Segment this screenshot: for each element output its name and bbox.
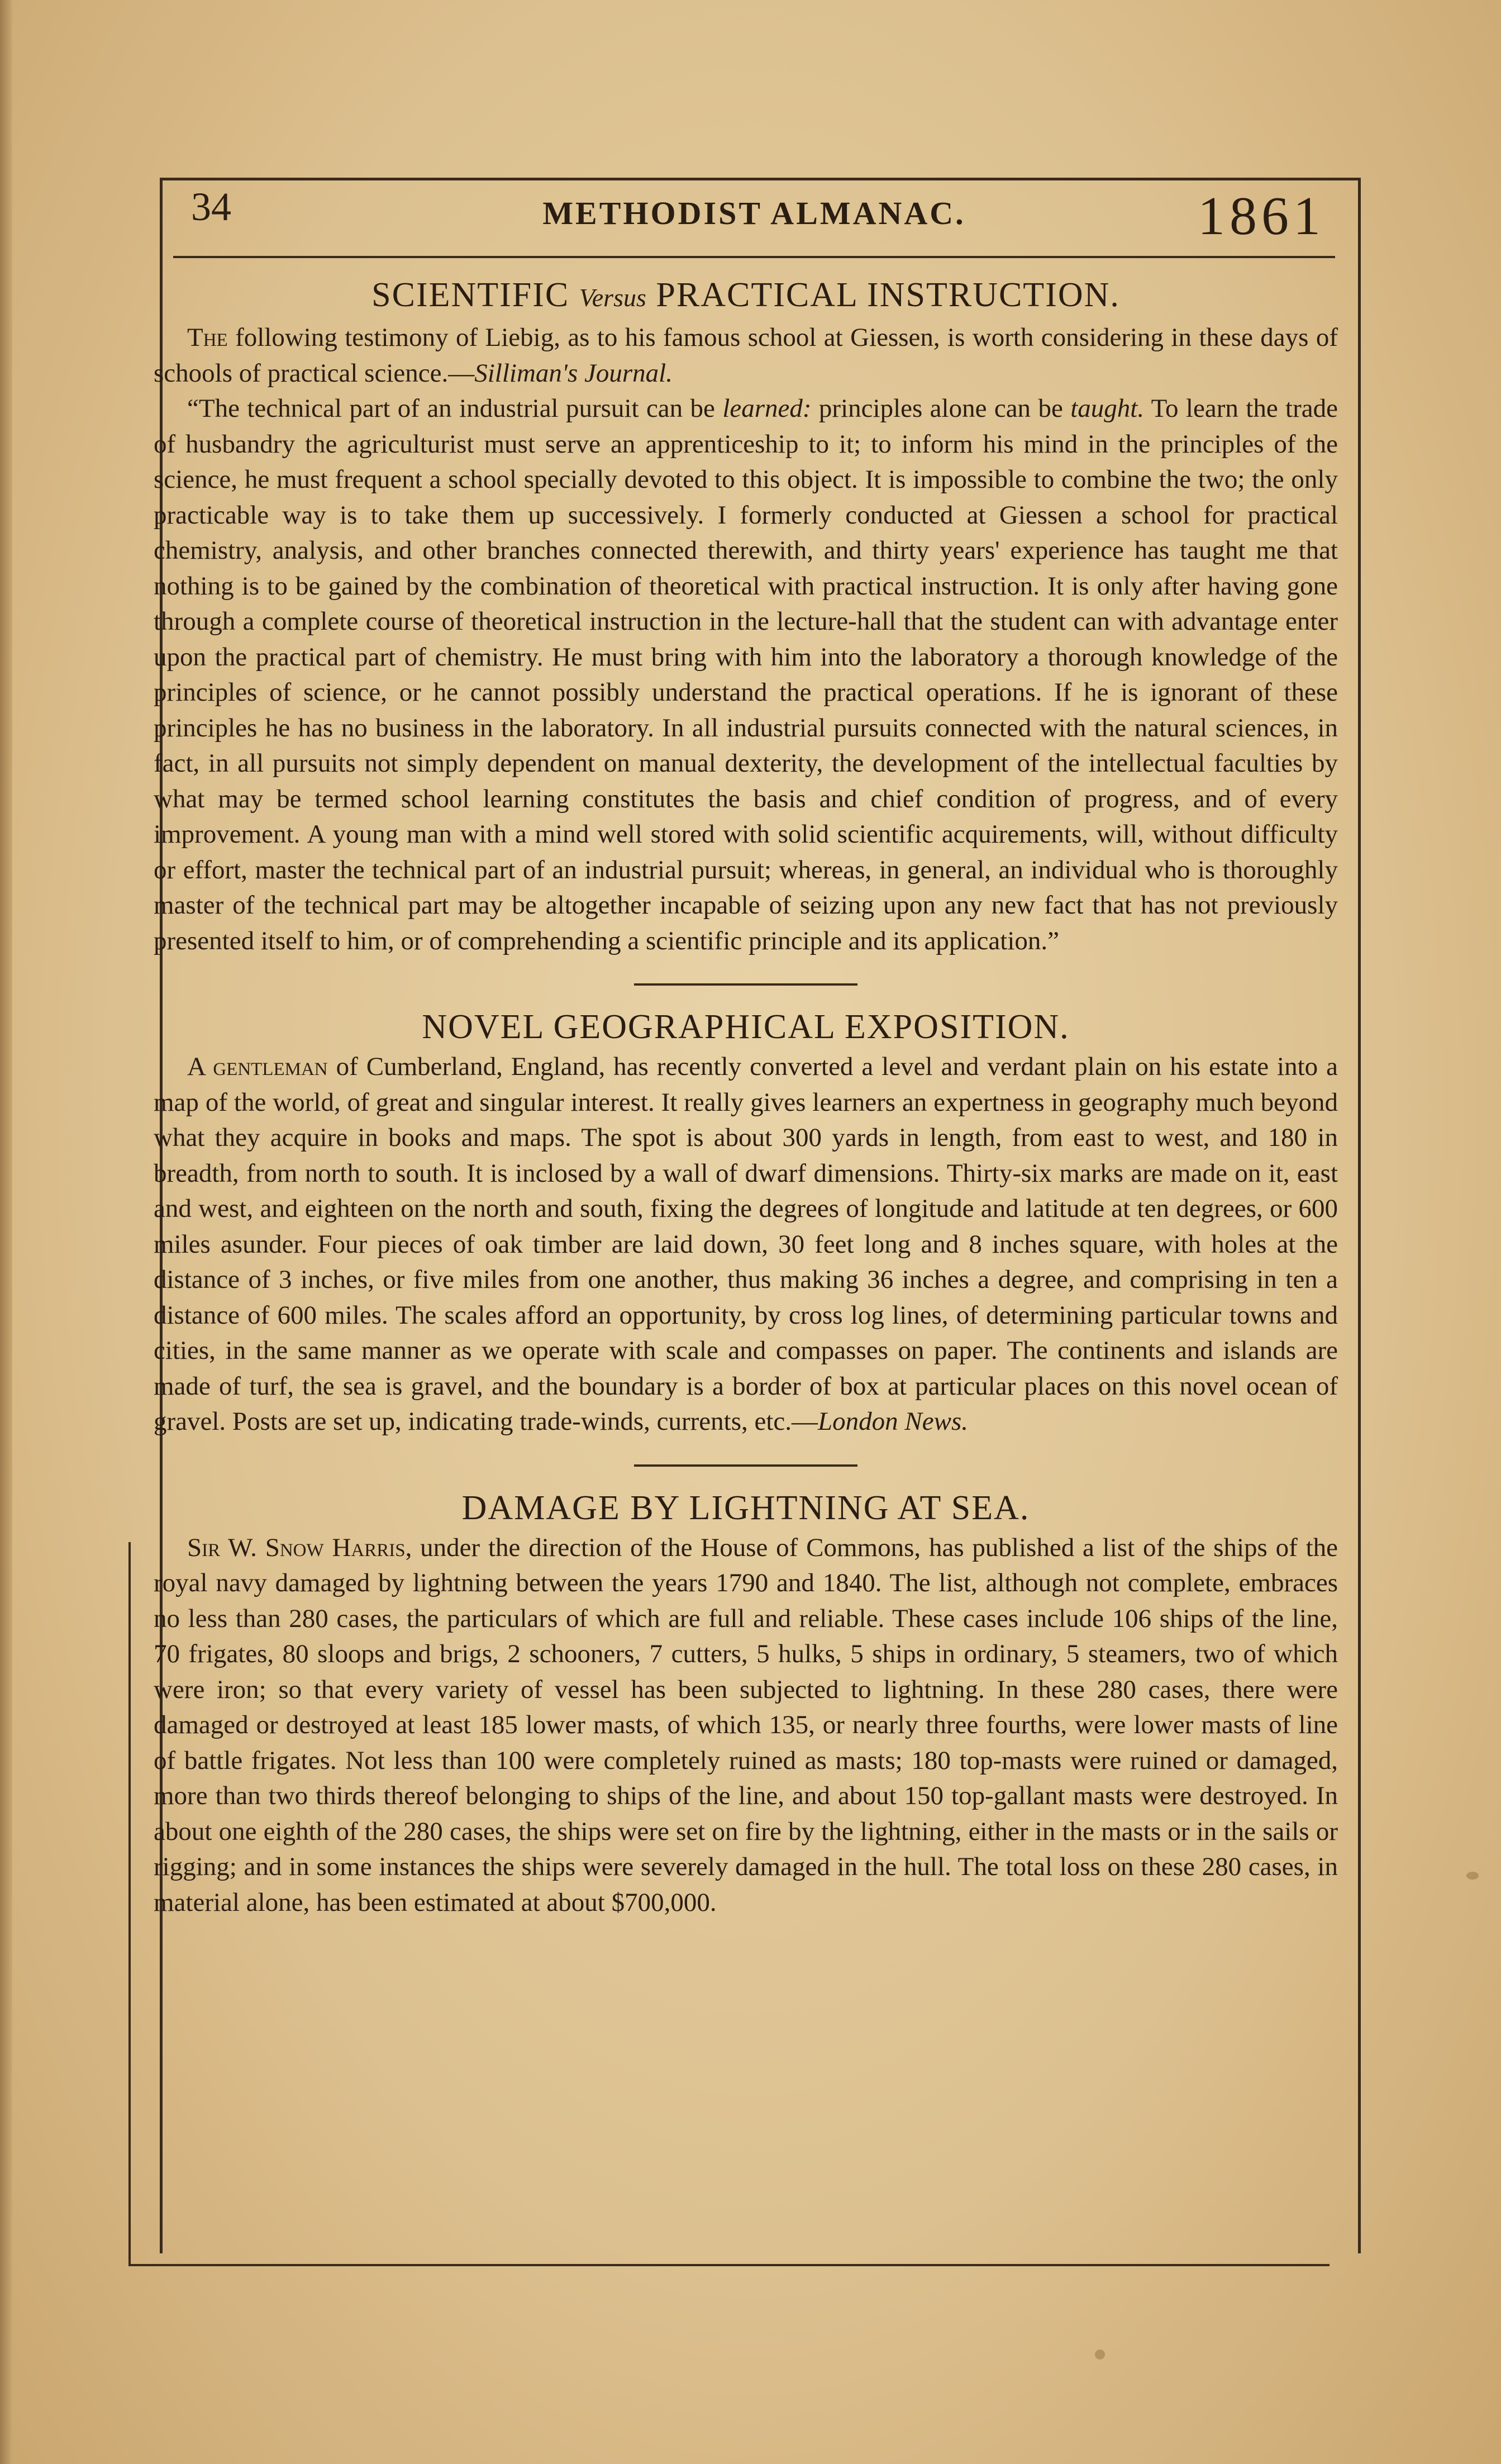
section-divider <box>634 1464 857 1467</box>
article-title: NOVEL GEOGRAPHICAL EXPOSITION. <box>422 1008 1070 1046</box>
paragraph-text: To learn the trade of husbandry the agriculturist must serve an apprenticeship to it; to inform his mind in the principles of the science, he must frequent a school specially devoted to this object. It is impossible to combine the two; the only practicable way is to take them up successively. I formerly conducted at Giessen a school for practical chemistry, analysis, and other branches connected therewith, and thirty years' experience has taught me that nothing is to be gained by the combination of theoretical with practical instruction. It is only after having gone through a complete course of theoretical instruction in the lecture-hall that the student can with advantage enter upon the practical part of chemistry. He must bring with him into the laboratory a thorough knowledge of the principles of science, or he cannot possibly understand the practical operations. If he is ignorant of these principles he has no business in the laboratory. In all industrial pursuits connected with the natural sciences, in fact, in all pursuits not simply dependent on manual dexterity, the development of the intellectual faculties by what may be termed school learning constitutes the basis and chief condition of progress, and of every improvement. A young man with a mind well stored with solid scientific acquirements, will, without difficulty or effort, master the technical part of an industrial pursuit; whereas, in general, an individual who is thoroughly master of the technical part may be altogether incapable of seizing upon any new fact that has not previously presented itself to him, or of comprehending a scientific principle and its application.” <box>154 394 1338 955</box>
lead-word: The <box>187 323 228 352</box>
emphasis-taught: taught. <box>1070 394 1145 423</box>
page-number: 34 <box>191 184 231 229</box>
title-part: PRACTICAL INSTRUCTION. <box>656 276 1120 314</box>
running-title: METHODIST ALMANAC. <box>542 195 966 231</box>
article-title: DAMAGE BY LIGHTNING AT SEA. <box>461 1488 1030 1527</box>
lead-word: A gentleman <box>187 1052 328 1081</box>
emphasis-learned: learned: <box>722 394 812 423</box>
paper-stain <box>1466 1872 1479 1880</box>
page-border-lower-left <box>128 1542 131 2266</box>
article-paragraph <box>154 1530 1338 1921</box>
source-citation: Silliman's Journal. <box>474 358 673 388</box>
page-border-bottom <box>128 2264 1330 2266</box>
title-versus: Versus <box>579 283 646 312</box>
paragraph-text: of Cumberland, England, has recently converted a level and verdant plain on his estate into a map of the world, of great and singular interest. It really gives learners an expertness in geography much beyond what they acquire in books and maps. The spot is about 300 yards in length, from east to west, and 180 in breadth, from north to south. It is inclosed by a wall of dwarf dimensions. Thirty-six marks are made on it, east and west, and eighteen on the north and south, fixing the degrees of longitude and latitude at ten degrees, or 600 miles asunder. Four pieces of oak timber are laid down, 30 feet long and 8 inches square, with holes at the distance of 3 inches, or five miles from one another, thus making 36 inches a degree, and comprising in ten a distance of 600 miles. The scales afford an opportunity, by cross log lines, of determining particular towns and cities, in the same manner as we operate with scale and compasses on paper. The continents and islands are made of turf, the sea is gravel, and the boundary is a border of box at particular places on this novel ocean of gravel. Posts are set up, indicating trade-winds, currents, etc.— <box>154 1052 1338 1436</box>
paragraph-text: principles alone can be <box>811 394 1071 423</box>
article-paragraph <box>154 320 1338 391</box>
almanac-year: 1861 <box>1198 186 1325 246</box>
lead-word: Sir W. Snow Harris, <box>187 1533 412 1562</box>
article-geographical-exposition <box>154 1005 1338 1440</box>
article-paragraph <box>154 1049 1338 1440</box>
section-divider <box>634 983 857 986</box>
header-rule <box>173 256 1335 258</box>
article-title <box>154 273 1338 320</box>
source-citation: London News. <box>818 1407 969 1436</box>
article-scientific-practical <box>154 273 1338 959</box>
article-paragraph <box>154 391 1338 959</box>
paragraph-text: “The technical part of an industrial pursuit can be <box>187 394 723 423</box>
page-header <box>162 182 1346 265</box>
paragraph-text: under the direction of the House of Commons, has published a list of the ships of the royal navy damaged by lightning between the years 1790 and 1840. The list, although not complete, embraces no less than 280 cases, the particulars of which are full and reliable. These cases include 106 ships of the line, 70 frigates, 80 sloops and brigs, 2 schooners, 7 cutters, 5 hulks, 5 ships in ordinary, 5 steamers, two of which were iron; so that every variety of vessel has been subjected to lightning. In these 280 cases, there were damaged or destroyed at least 185 lower masts, of which 135, or nearly three fourths, were lower masts of line of battle frigates. Not less than 100 were completely ruined as masts; 180 top-masts were ruined or damaged, more than two thirds thereof belonging to ships of the line, and about 150 top-gallant masts were destroyed. In about one eighth of the 280 cases, the ships were set on fire by the lightning, either in the masts or in the sails or rigging; and in some instances the ships were severely damaged in the hull. The total loss on these 280 cases, in material alone, has been estimated at about $700,000. <box>154 1533 1338 1917</box>
title-part: SCIENTIFIC <box>371 276 570 314</box>
page-content <box>154 273 1338 1920</box>
paragraph-text: following testimony of Liebig, as to his famous school at Giessen, is worth considering in these days of schools of practical science.— <box>154 323 1338 388</box>
paper-stain <box>1095 2349 1105 2360</box>
book-spine-edge <box>0 0 12 2464</box>
article-lightning-damage <box>154 1486 1338 1921</box>
